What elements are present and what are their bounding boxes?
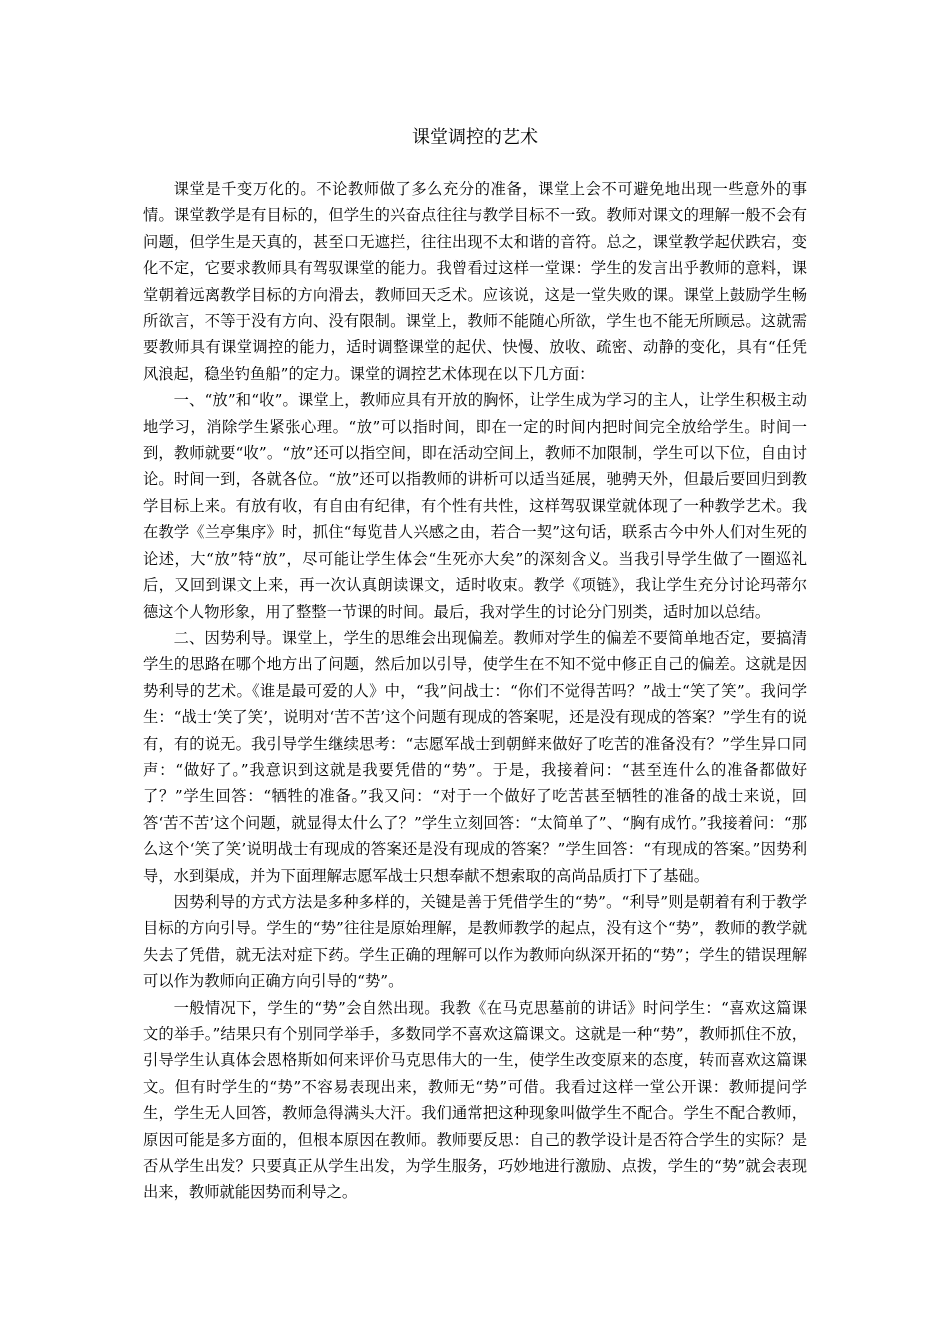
paragraph-yin-shi-li-dao: 二、因势利导。课堂上，学生的思维会出现偏差。教师对学生的偏差不要简单地否定，要搞清学生的思路在哪个地方出了问题，然后加以引导，使学生在不知不觉中修正自己的偏差。这就是因势利导的艺术。《谁是最可爱的人》中，“我”问战士：“你们不觉得苦吗？”战士“笑了笑”。我问学生：“战士‘笑了笑’，说明对‘苦不苦’这个问题有现成的答案呢，还是没有现成的答案？”学生有的说有，有的说无。我引导学生继续思考：“志愿军战士到朝鲜来做好了吃苦的准备没有？”学生异口同声：“做好了。”我意识到这就是我要凭借的“势”。于是，我接着问：“甚至连什么的准备都做好了？”学生回答：“牺牲的准备。”我又问：“对于一个做好了吃苦甚至牺牲的准备的战士来说，回答‘苦不苦’这个问题，就显得太什么了？”学生立刻回答：“太简单了”、“胸有成竹。”我接着问：“那么这个‘笑了笑’说明战士有现成的答案还是没有现成的答案？”学生回答：“有现成的答案。”因势利导，水到渠成，并为下面理解志愿军战士只想奉献不想索取的高尚品质打下了基础。 [143,628,807,885]
document-title: 课堂调控的艺术 [412,127,538,148]
paragraph-fang-shou: 一、“放”和“收”。课堂上，教师应具有开放的胸怀，让学生成为学习的主人，让学生积极主动地学习，消除学生紧张心理。“放”可以指时间，即在一定的时间内把时间完全放给学生。时间一到，教师就要“收”。“放”还可以指空间，即在活动空间上，教师不加限制，学生可以下位，自由讨论。时间一到，各就各位。“放”还可以指教师的讲析可以适当延展，驰骋天外，但最后要回归到教学目标上来。有放有收，有自由有纪律，有个性有共性，这样驾驭课堂就体现了一种教学艺术。我在教学《兰亭集序》时，抓住“每览昔人兴感之由，若合一契”这句话，联系古今中外人们对生死的论述，大“放”特“放”，尽可能让学生体会“生死亦大矣”的深刻含义。当我引导学生做了一圈巡礼后，又回到课文上来，再一次认真朗读课文，适时收束。教学《项链》，我让学生充分讨论玛蒂尔德这个人物形象，用了整整一节课的时间。最后，我对学生的讨论分门别类，适时加以总结。 [143,391,807,621]
paragraph-general-case: 一般情况下，学生的“势”会自然出现。我教《在马克思墓前的讲话》时问学生：“喜欢这篇课文的举手。”结果只有个别同学举手，多数同学不喜欢这篇课文。这就是一种“势”，教师抓住不放，引导学生认真体会恩格斯如何来评价马克思伟大的一生，使学生改变原来的态度，转而喜欢这篇课文。但有时学生的“势”不容易表现出来，教师无“势”可借。我看过这样一堂公开课：教师提问学生，学生无人回答，教师急得满头大汗。我们通常把这种现象叫做学生不配合。学生不配合教师，原因可能是多方面的，但根本原因在教师。教师要反思：自己的教学设计是否符合学生的实际？是否从学生出发？只要真正从学生出发，为学生服务，巧妙地进行激励、点拨，学生的“势”就会表现出来，教师就能因势而利导之。 [143,998,807,1202]
paragraph-methods: 因势利导的方式方法是多种多样的，关键是善于凭借学生的“势”。“利导”则是朝着有利于教学目标的方向引导。学生的“势”往往是原始理解，是教师教学的起点，没有这个“势”，教师的教学就失去了凭借，就无法对症下药。学生正确的理解可以作为教师向纵深开拓的“势”；学生的错误理解可以作为教师向正确方向引导的“势”。 [143,892,807,991]
document-body [143,176,807,1206]
paragraph-intro: 课堂是千变万化的。不论教师做了多么充分的准备，课堂上会不可避免地出现一些意外的事情。课堂教学是有目标的，但学生的兴奋点往往与教学目标不一致。教师对课文的理解一般不会有问题，但学生是天真的，甚至口无遮拦，往往出现不太和谐的音符。总之，课堂教学起伏跌宕，变化不定，它要求教师具有驾驭课堂的能力。我曾看过这样一堂课：学生的发言出乎教师的意料，课堂朝着远离教学目标的方向滑去，教师回天乏术。应该说，这是一堂失败的课。课堂上鼓励学生畅所欲言，不等于没有方向、没有限制。课堂上，教师不能随心所欲，学生也不能无所顾忌。这就需要教师具有课堂调控的能力，适时调整课堂的起伏、快慢、放收、疏密、动静的变化，具有“任凭风浪起，稳坐钓鱼船”的定力。课堂的调控艺术体现在以下几方面： [143,180,807,383]
